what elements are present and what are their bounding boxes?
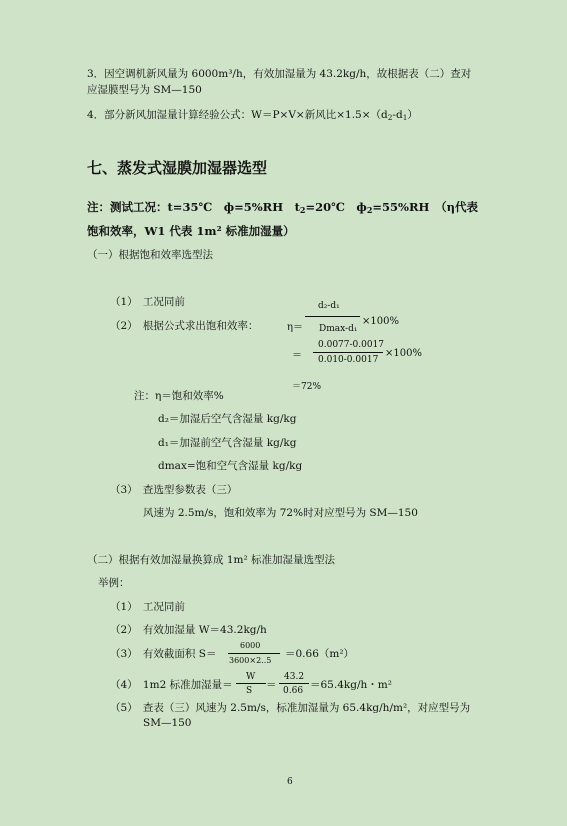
part2-step3: （3） 有效截面积 S＝ [110,648,217,660]
frac1-bar [305,316,360,317]
legend-d1: d₁＝加湿前空气含湿量 kg/kg [158,437,297,449]
part2-step5-line1: （5） 查表（三）风速为 2.5m/s，标准加湿量为 65.4kg/h/m²，对应型号为 [110,702,471,714]
note-sub: 2 [299,205,306,215]
part1-step1: （1） 工况同前 [110,296,185,308]
note-b: =20℃ ф [305,200,367,214]
legend-dmax: dmax=饱和空气含湿量 kg/kg [158,460,303,472]
part2-step5-line2: SM—150 [143,717,192,729]
w-bar [236,683,266,684]
s-numerator: 6000 [240,641,261,650]
part2-step4: （4） 1m2 标准加湿量＝ [110,679,233,691]
item4-prefix: 4．部分新风加湿量计算经验公式：W＝P×V×新风比×1.5×（d [87,109,388,121]
v-denominator: 0.66 [283,686,304,696]
item3-line1: 3．因空调机新风量为 6000m³/h，有效加湿量为 43.2kg/h，故根据表（二）查对 [87,68,472,80]
item4-sub2: 2 [387,113,393,122]
frac2-denominator: 0.010-0.0017 [318,355,379,365]
part1-step3-text: 风速为 2.5m/s，饱和效率为 72%时对应型号为 SM—150 [143,507,418,519]
frac2-numerator: 0.0077-0.0017 [318,340,385,350]
note-a: 注：测试工况：t=35℃ ф=5%RH t [87,200,300,214]
w-numerator: W [246,672,256,682]
note-sub2: 2 [366,205,373,215]
legend-note: 注：η＝饱和效率% [134,390,224,402]
part2-step2: （2） 有效加湿量 W＝43.2kg/h [110,624,267,636]
eta-equals: η＝ [287,322,303,333]
legend-d2: d₂＝加湿后空气含湿量 kg/kg [158,413,297,425]
frac1-denominator: Dmax-d₁ [319,324,358,334]
part1-step2: （2） 根据公式求出饱和效率： [110,320,259,332]
s-denominator: 3600×2..5 [229,656,272,665]
section-title: 七、蒸发式湿膜加湿器选型 [87,159,268,177]
page-number: 6 [287,777,293,787]
eq2: ＝ [292,350,302,361]
part1-step3: （3） 查选型参数表（三） [110,484,238,496]
part2-example: 举例： [98,577,130,589]
v-bar [279,683,309,684]
item4-mid: -d [392,109,403,121]
part1-heading: （一）根据饱和效率选型法 [87,249,213,261]
item4-formula [87,107,418,122]
frac1-times: ×100% [362,316,399,327]
frac2-times: ×100% [385,348,422,359]
w-eq: ＝ [266,679,277,691]
w-denominator: S [246,686,253,696]
item3-line2: 应湿膜型号为 SM—150 [87,84,202,96]
item4-suffix: ） [407,109,418,121]
part2-heading: （二）根据有效加湿量换算成 1m² 标准加湿量选型法 [87,554,336,566]
note-line1 [87,199,478,215]
note-c: =55%RH （η代表 [372,200,479,214]
frac2-bar [313,352,383,353]
part2-step1: （1） 工况同前 [110,601,185,613]
w-result: ＝65.4kg/h・m² [310,679,392,691]
v-numerator: 43.2 [284,672,305,682]
note-line2: 饱和效率，W1 代表 1m² 标准加湿量） [87,224,295,238]
item4-sub1: 1 [402,113,408,122]
efficiency-result: ＝72% [292,382,322,392]
frac1-numerator: d₂-d₁ [318,301,340,311]
s-result: ＝0.66（m²） [285,648,355,660]
s-bar [228,653,280,654]
